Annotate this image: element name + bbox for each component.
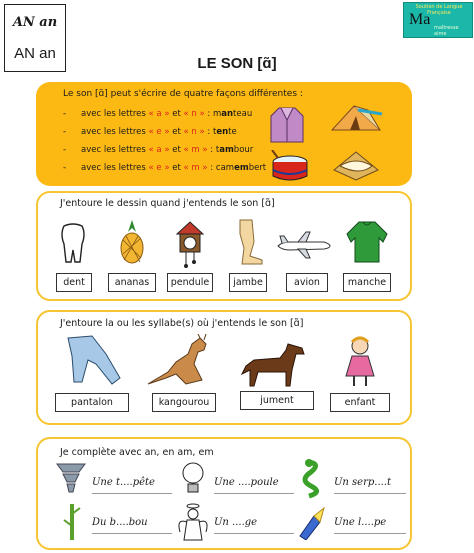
rule-item: - avec les lettres « e » et « m » : camembert <box>63 163 267 173</box>
horse-icon[interactable] <box>236 340 308 390</box>
logo-tagline: Soutien de Langue Française <box>415 4 463 16</box>
word-box: pantalon <box>55 393 129 412</box>
writing-line <box>334 533 406 534</box>
kangaroo-icon[interactable] <box>146 334 220 388</box>
logo-main: Ma <box>409 11 431 28</box>
exercise-item: Du b....bou <box>92 517 148 528</box>
writing-line <box>214 533 294 534</box>
section4-title: Je complète avec an, en am, em <box>60 447 214 458</box>
lightbulb-icon <box>180 460 206 500</box>
exercise-item: Un ....ge <box>214 517 258 528</box>
airplane-icon[interactable] <box>276 230 332 260</box>
leg-icon[interactable] <box>232 218 266 266</box>
tent-icon <box>328 100 384 136</box>
word-box: avion <box>286 273 328 292</box>
flashlight-icon <box>296 504 326 540</box>
cuckoo-clock-icon[interactable] <box>175 220 205 268</box>
tornado-icon <box>55 460 87 500</box>
writing-line <box>334 493 406 494</box>
angel-icon <box>176 502 210 542</box>
snake-icon <box>295 458 325 500</box>
word-box: enfant <box>330 393 390 412</box>
trousers-icon[interactable] <box>62 334 122 386</box>
writing-line <box>214 493 294 494</box>
word-box: jument <box>240 391 314 410</box>
writing-line <box>92 493 172 494</box>
sweater-icon[interactable] <box>345 218 389 264</box>
word-box: dent <box>56 273 92 292</box>
pineapple-icon[interactable] <box>116 218 148 266</box>
section2-title: J'entoure le dessin quand j'entends le son [ɑ̃] <box>60 198 275 209</box>
rule-item: - avec les lettres « a » et « n » : manteau <box>63 109 253 119</box>
header-print: AN an <box>14 45 56 62</box>
word-box: ananas <box>108 273 156 292</box>
exercise-item: Une t....pête <box>92 477 155 488</box>
jacket-icon <box>267 104 307 144</box>
tooth-icon[interactable] <box>58 222 88 266</box>
rule-item: - avec les lettres « a » et « m » : tambour <box>63 145 254 155</box>
logo-sub: maîtresse aime <box>434 25 459 37</box>
cheese-icon <box>330 146 382 184</box>
child-icon[interactable] <box>342 334 378 388</box>
word-box: jambe <box>229 273 267 292</box>
bamboo-icon <box>62 502 82 542</box>
header-cursive: AN an <box>12 15 58 30</box>
word-box: kangourou <box>152 393 216 412</box>
word-box: manche <box>343 273 391 292</box>
logo <box>403 2 473 38</box>
rule-item: - avec les lettres « e » et « n » : tente <box>63 127 237 137</box>
exercise-item: Une ....poule <box>214 477 279 488</box>
writing-line <box>92 533 172 534</box>
word-box: pendule <box>167 273 213 292</box>
section3-title: J'entoure la ou les syllabe(s) où j'entends le son [ɑ̃] <box>60 318 304 329</box>
exercise-item: Un serp....t <box>334 477 392 488</box>
drum-icon <box>270 150 310 184</box>
page-title: LE SON [ɑ̃] <box>197 55 277 72</box>
exercise-item: Une l....pe <box>334 517 387 528</box>
rules-intro: Le son [ɑ̃] peut s'écrire de quatre façons différentes : <box>63 89 303 99</box>
